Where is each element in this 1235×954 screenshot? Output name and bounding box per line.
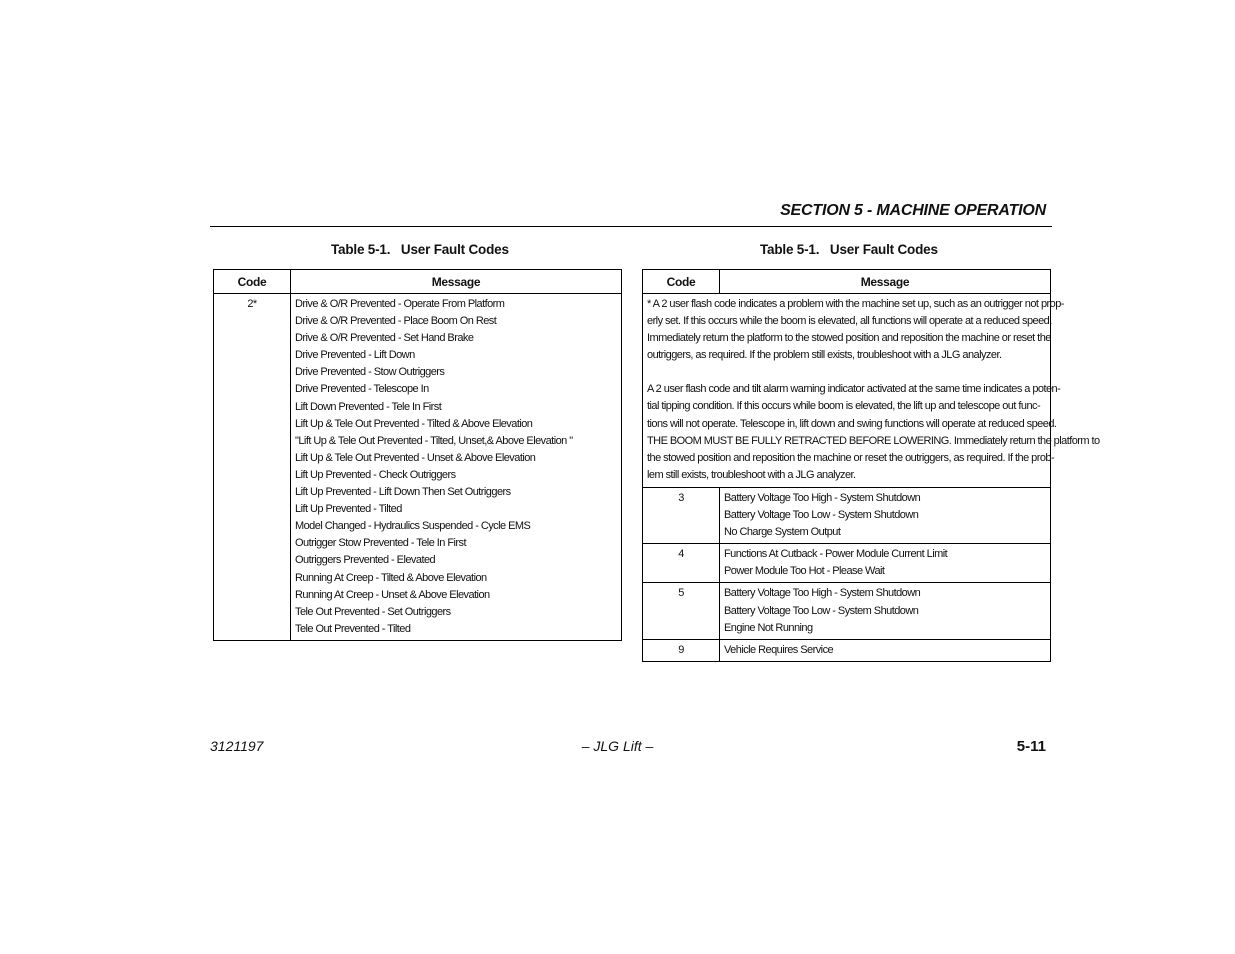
fault-message: Tele Out Prevented - Tilted: [295, 622, 411, 635]
fault-messages: [720, 544, 1051, 583]
note-line: the stowed position and reposition the machine or reset the outriggers, as required. If the prob-: [647, 451, 1055, 464]
fault-code: 2*: [214, 294, 291, 641]
fault-message: No Charge System Output: [724, 526, 841, 539]
fault-message: Battery Voltage Too High - System Shutdown: [724, 491, 921, 504]
table-row: [643, 487, 1051, 543]
fault-message: Lift Up & Tele Out Prevented - Tilted & Above Elevation: [295, 417, 533, 430]
fault-code: 5: [643, 583, 720, 639]
fault-message: Lift Down Prevented - Tele In First: [295, 400, 442, 413]
fault-message: Drive & O/R Prevented - Set Hand Brake: [295, 332, 474, 345]
fault-message: Drive Prevented - Stow Outriggers: [295, 366, 445, 379]
table-row: [643, 544, 1051, 583]
fault-messages: [720, 487, 1051, 543]
right-fault-table: [642, 269, 1100, 662]
fault-message: "Lift Up & Tele Out Prevented - Tilted, Unset,& Above Elevation ": [295, 434, 573, 447]
fault-message: Running At Creep - Tilted & Above Elevation: [295, 571, 487, 584]
fault-message: Outriggers Prevented - Elevated: [295, 554, 436, 567]
fault-message: Drive Prevented - Lift Down: [295, 349, 415, 362]
fault-message: Drive & O/R Prevented - Place Boom On Rest: [295, 315, 497, 328]
table-row: [643, 639, 1051, 661]
fault-messages: [720, 639, 1051, 661]
fault-message: Drive & O/R Prevented - Operate From Platform: [295, 298, 505, 310]
fault-message: Model Changed - Hydraulics Suspended - Cycle EMS: [295, 520, 531, 533]
table-row: [214, 294, 622, 641]
fault-messages: [720, 583, 1051, 639]
note-paragraph-2: [647, 381, 1100, 484]
fault-message: Outrigger Stow Prevented - Tele In First: [295, 537, 466, 550]
note-paragraph-1: [647, 296, 1064, 364]
fault-message: Lift Up Prevented - Check Outriggers: [295, 468, 456, 481]
left-fault-table: [213, 269, 622, 641]
note-line: tial tipping condition. If this occurs while boom is elevated, the lift up and telescope out func-: [647, 400, 1041, 413]
message-column-header: Message: [291, 270, 622, 294]
page-number: 5-11: [1016, 738, 1046, 755]
note-line: Immediately return the platform to the stowed position and reposition the machine or reset the: [647, 332, 1051, 345]
note-line: outriggers, as required. If the problem still exists, troubleshoot with a JLG analyzer.: [647, 349, 1002, 362]
fault-message: Running At Creep - Unset & Above Elevation: [295, 588, 490, 601]
message-column-header: Message: [720, 270, 1051, 294]
fault-messages: [291, 294, 622, 641]
footer-brand: – JLG Lift –: [581, 738, 654, 754]
left-table-header-row: [214, 270, 622, 294]
table-row: [643, 583, 1051, 639]
header-rule: [210, 226, 1052, 227]
note-row: [643, 294, 1051, 488]
fault-message: Drive Prevented - Telescope In: [295, 383, 429, 396]
fault-message: Vehicle Requires Service: [724, 643, 834, 656]
fault-note: [643, 294, 1100, 488]
note-line: THE BOOM MUST BE FULLY RETRACTED BEFORE LOWERING. Immediately return the platform to: [647, 434, 1100, 447]
right-table-header-row: [643, 270, 1051, 294]
fault-message: Engine Not Running: [724, 621, 813, 634]
fault-message: Power Module Too Hot - Please Wait: [724, 565, 885, 578]
note-line: erly set. If this occurs while the boom is elevated, all functions will operate at a reduced speed.: [647, 315, 1052, 328]
fault-message: Battery Voltage Too Low - System Shutdown: [724, 509, 919, 522]
code-column-header: Code: [214, 270, 291, 294]
note-line: lem still exists, troubleshoot with a JLG analyzer.: [647, 468, 856, 481]
fault-code: 3: [643, 487, 720, 543]
fault-message: Lift Up & Tele Out Prevented - Unset & Above Elevation: [295, 451, 536, 464]
code-column-header: Code: [643, 270, 720, 294]
fault-message: Functions At Cutback - Power Module Current Limit: [724, 548, 948, 561]
note-line: tions will not operate. Telescope in, lift down and swing functions will operate at reduced speed.: [647, 417, 1057, 430]
left-table-caption: Table 5-1. User Fault Codes: [331, 242, 509, 257]
fault-message: Battery Voltage Too Low - System Shutdown: [724, 604, 919, 617]
fault-code: 4: [643, 544, 720, 583]
fault-message: Lift Up Prevented - Lift Down Then Set Outriggers: [295, 486, 511, 499]
fault-message: Battery Voltage Too High - System Shutdown: [724, 587, 921, 600]
right-table-caption: Table 5-1. User Fault Codes: [760, 242, 938, 257]
note-line: * A 2 user flash code indicates a problem with the machine set up, such as an outrigger not prop-: [647, 298, 1064, 310]
fault-message: Lift Up Prevented - Tilted: [295, 503, 402, 516]
section-title: SECTION 5 - MACHINE OPERATION: [780, 202, 1046, 219]
fault-code: 9: [643, 639, 720, 661]
document-number: 3121197: [210, 738, 264, 754]
note-line: A 2 user flash code and tilt alarm warning indicator activated at the same time indicates a poten-: [647, 383, 1061, 396]
fault-message: Tele Out Prevented - Set Outriggers: [295, 605, 451, 618]
